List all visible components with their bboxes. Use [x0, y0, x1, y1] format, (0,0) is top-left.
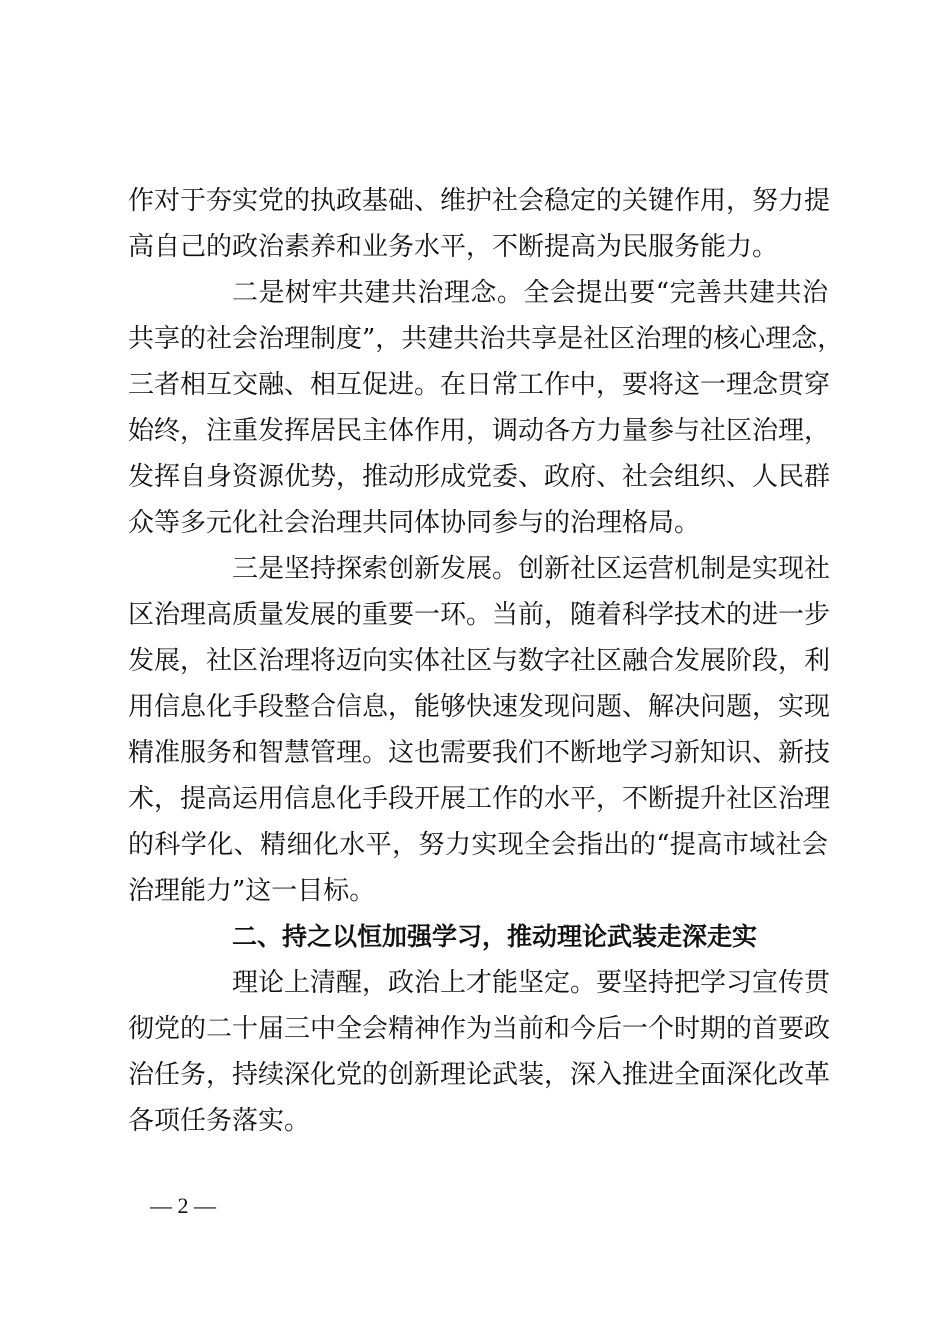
- text-line: 作对于夯实党的执政基础、维护社会稳定的关键作用，努力提: [128, 186, 831, 216]
- text-line: 高自己的政治素养和业务水平，不断提高为民服务能力。: [128, 232, 779, 262]
- text-line: 三者相互交融、相互促进。在日常工作中，要将这一理念贯穿: [128, 370, 831, 400]
- body-text: [128, 178, 844, 1144]
- page-number: — 2 —: [150, 1193, 216, 1218]
- text-line: 始终，注重发挥居民主体作用，调动各方力量参与社区治理，: [128, 416, 831, 446]
- text-line: 术，提高运用信息化手段开展工作的水平，不断提升社区治理: [128, 784, 831, 814]
- text-line: 众等多元化社会治理共同体协同参与的治理格局。: [128, 508, 701, 538]
- text-line: 区治理高质量发展的重要一环。当前，随着科学技术的进一步: [128, 600, 831, 630]
- text-line: 理论上清醒，政治上才能坚定。要坚持把学习宣传贯: [232, 968, 831, 998]
- text-line: 治任务，持续深化党的创新理论武装，深入推进全面深化改革: [128, 1060, 831, 1090]
- text-line: 治理能力”这一目标。: [128, 876, 376, 906]
- text-line: 三是坚持探索创新发展。创新社区运营机制是实现社: [232, 554, 831, 584]
- text-line: 共享的社会治理制度”，共建共治共享是社区治理的核心理念，: [128, 324, 844, 354]
- text-line: 二是树牢共建共治理念。全会提出要“完善共建共治: [232, 278, 828, 308]
- text-line: 各项任务落实。: [128, 1106, 311, 1136]
- text-line: 精准服务和智慧管理。这也需要我们不断地学习新知识、新技: [128, 738, 831, 768]
- text-line: 发挥自身资源优势，推动形成党委、政府、社会组织、人民群: [128, 462, 831, 492]
- text-line: 的科学化、精细化水平，努力实现全会指出的“提高市域社会: [128, 830, 828, 860]
- text-line: 发展，社区治理将迈向实体社区与数字社区融合发展阶段，利: [128, 646, 831, 676]
- text-line: 用信息化手段整合信息，能够快速发现问题、解决问题，实现: [128, 692, 831, 722]
- text-line: 彻党的二十届三中全会精神作为当前和今后一个时期的首要政: [128, 1014, 831, 1044]
- section-heading: 二、持之以恒加强学习，推动理论武装走深走实: [232, 922, 758, 951]
